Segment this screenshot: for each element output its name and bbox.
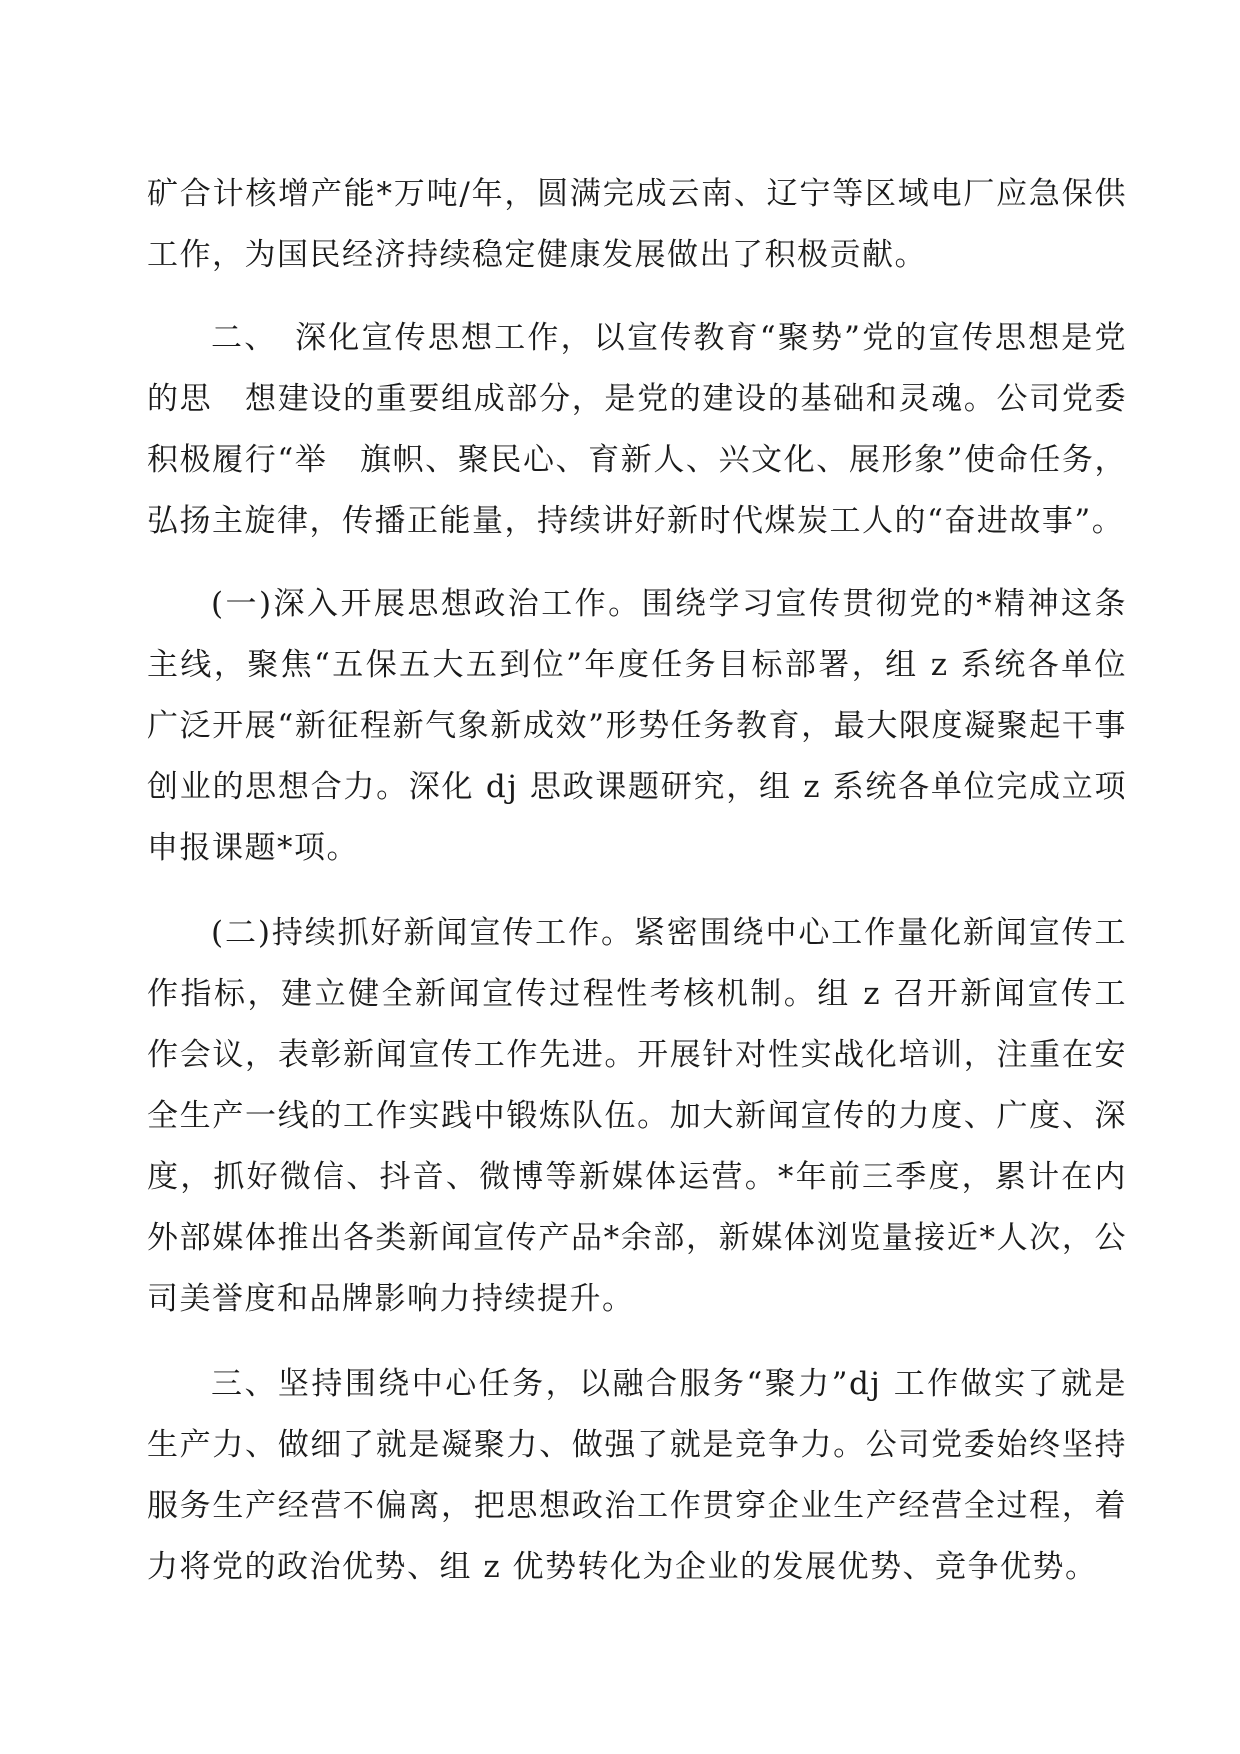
document-body xyxy=(147,164,1127,1598)
paragraph-continued: 矿合计核增产能*万吨/年，圆满完成云南、辽宁等区域电厂应急保供工作，为国民经济持续稳定健康发展做出了积极贡献。 xyxy=(147,176,1127,273)
paragraph-section-three: 三、坚持围绕中心任务，以融合服务“聚力”dj 工作做实了就是生产力、做细了就是凝聚力、做强了就是竞争力。公司党委始终坚持服务生产经营不偏离，把思想政治工作贯穿企业生产经营全过程，着力将党的政治优势、组 z 优势转化为企业的发展优势、竞争优势。 xyxy=(147,1366,1127,1585)
paragraph-item-two: (二)持续抓好新闻宣传工作。紧密围绕中心工作量化新闻宣传工作指标，建立健全新闻宣传过程性考核机制。组 z 召开新闻宣传工作会议，表彰新闻宣传工作先进。开展针对性实战化培训，注重在安全生产一线的工作实践中锻炼队伍。加大新闻宣传的力度、广度、深度，抓好微信、抖音、微博等新媒体运营。*年前三季度，累计在内外部媒体推出各类新闻宣传产品*余部，新媒体浏览量接近*人次，公司美誉度和品牌影响力持续提升。 xyxy=(147,915,1127,1317)
paragraph-item-one: (一)深入开展思想政治工作。围绕学习宣传贯彻党的*精神这条主线，聚焦“五保五大五到位”年度任务目标部署，组 z 系统各单位广泛开展“新征程新气象新成效”形势任务教育，最大限度凝聚起干事创业的思想合力。深化 dj 思政课题研究，组 z 系统各单位完成立项申报课题*项。 xyxy=(147,586,1127,866)
paragraph-section-two: 二、 深化宣传思想工作，以宣传教育“聚势”党的宣传思想是党的思 想建设的重要组成部分，是党的建设的基础和灵魂。公司党委积极履行“举 旗帜、聚民心、育新人、兴文化、展形象”使命任务，弘扬主旋律，传播正能量，持续讲好新时代煤炭工人的“奋进故事”。 xyxy=(147,320,1127,539)
